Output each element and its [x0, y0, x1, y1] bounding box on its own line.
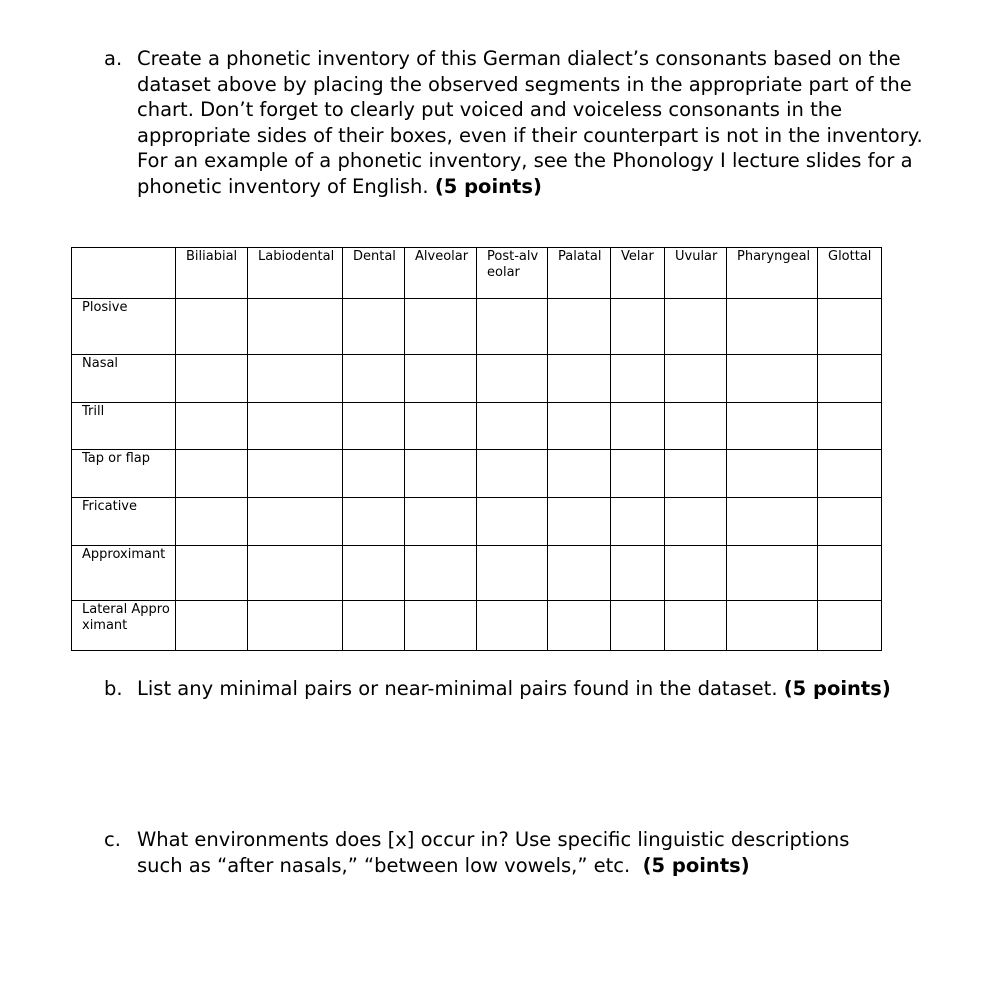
chart-cell[interactable]	[818, 601, 882, 651]
chart-cell[interactable]	[548, 546, 611, 601]
chart-cell[interactable]	[665, 601, 727, 651]
chart-cell[interactable]	[727, 299, 818, 355]
chart-cell[interactable]	[665, 299, 727, 355]
chart-cell[interactable]	[248, 355, 343, 403]
chart-row-lateral-approximant	[72, 601, 882, 651]
chart-cell[interactable]	[248, 546, 343, 601]
chart-cell[interactable]	[405, 546, 477, 601]
chart-cell[interactable]	[176, 450, 248, 498]
chart-cell[interactable]	[405, 299, 477, 355]
question-b-text	[137, 676, 904, 702]
chart-cell[interactable]	[176, 299, 248, 355]
question-c-letter: c.	[104, 828, 121, 851]
chart-cell[interactable]	[176, 355, 248, 403]
chart-cell[interactable]	[343, 450, 405, 498]
question-c-body: What environments does [x] occur in? Use specific linguistic descriptions such as “after nasals,” “between low vowels,” etc.	[137, 828, 850, 877]
question-a	[104, 46, 924, 199]
chart-cell[interactable]	[548, 450, 611, 498]
chart-cell[interactable]	[477, 403, 548, 450]
chart-header-row	[72, 248, 882, 299]
chart-cell[interactable]	[818, 355, 882, 403]
chart-cell[interactable]	[343, 403, 405, 450]
chart-row-approximant	[72, 546, 882, 601]
chart-row-plosive	[72, 299, 882, 355]
consonant-chart	[71, 247, 882, 651]
chart-cell[interactable]	[818, 546, 882, 601]
chart-cell[interactable]	[248, 403, 343, 450]
chart-cell[interactable]	[343, 601, 405, 651]
row-header-lateral-approximant: Lateral Approximant	[72, 601, 176, 651]
col-header-dental: Dental	[343, 248, 405, 299]
col-header-bilabial: Biliabial	[176, 248, 248, 299]
chart-cell[interactable]	[611, 601, 665, 651]
chart-cell[interactable]	[248, 601, 343, 651]
chart-cell[interactable]	[343, 355, 405, 403]
chart-row-trill	[72, 403, 882, 450]
question-a-text	[137, 46, 924, 199]
col-header-labiodental: Labiodental	[248, 248, 343, 299]
question-b-letter: b.	[104, 677, 123, 700]
chart-cell[interactable]	[727, 355, 818, 403]
col-header-pharyngeal: Pharyngeal	[727, 248, 818, 299]
chart-cell[interactable]	[405, 498, 477, 546]
question-a-letter: a.	[104, 47, 123, 70]
chart-cell[interactable]	[665, 546, 727, 601]
question-b-body: List any minimal pairs or near-minimal pairs found in the dataset.	[137, 677, 778, 700]
chart-cell[interactable]	[548, 498, 611, 546]
chart-cell[interactable]	[343, 299, 405, 355]
col-header-alveolar: Alveolar	[405, 248, 477, 299]
col-header-velar: Velar	[611, 248, 665, 299]
chart-cell[interactable]	[548, 601, 611, 651]
chart-cell[interactable]	[727, 450, 818, 498]
chart-cell[interactable]	[405, 450, 477, 498]
chart-cell[interactable]	[477, 546, 548, 601]
chart-cell[interactable]	[818, 299, 882, 355]
row-header-nasal: Nasal	[72, 355, 176, 403]
chart-cell[interactable]	[611, 450, 665, 498]
col-header-palatal: Palatal	[548, 248, 611, 299]
question-c-points: (5 points)	[642, 853, 750, 877]
question-a-points: (5 points)	[434, 174, 542, 198]
chart-cell[interactable]	[611, 403, 665, 450]
chart-cell[interactable]	[343, 498, 405, 546]
chart-cell[interactable]	[477, 601, 548, 651]
chart-cell[interactable]	[477, 299, 548, 355]
chart-row-nasal	[72, 355, 882, 403]
col-header-post-alveolar: Post-alveolar	[477, 248, 548, 299]
chart-corner-cell	[72, 248, 176, 299]
chart-cell[interactable]	[343, 546, 405, 601]
chart-cell[interactable]	[548, 299, 611, 355]
chart-cell[interactable]	[818, 450, 882, 498]
chart-cell[interactable]	[665, 355, 727, 403]
question-b-points: (5 points)	[783, 677, 891, 700]
chart-cell[interactable]	[611, 299, 665, 355]
chart-cell[interactable]	[477, 355, 548, 403]
chart-cell[interactable]	[611, 498, 665, 546]
chart-cell[interactable]	[665, 450, 727, 498]
chart-cell[interactable]	[176, 498, 248, 546]
chart-cell[interactable]	[176, 601, 248, 651]
row-header-approximant: Approximant	[72, 546, 176, 601]
chart-cell[interactable]	[477, 498, 548, 546]
chart-cell[interactable]	[818, 498, 882, 546]
col-header-uvular: Uvular	[665, 248, 727, 299]
chart-cell[interactable]	[665, 403, 727, 450]
question-c-text	[137, 827, 894, 878]
chart-cell[interactable]	[611, 355, 665, 403]
chart-cell[interactable]	[727, 403, 818, 450]
chart-cell[interactable]	[405, 403, 477, 450]
row-header-fricative: Fricative	[72, 498, 176, 546]
chart-cell[interactable]	[248, 450, 343, 498]
chart-cell[interactable]	[727, 546, 818, 601]
chart-row-fricative	[72, 498, 882, 546]
row-header-trill: Trill	[72, 403, 176, 450]
chart-cell[interactable]	[665, 498, 727, 546]
chart-cell[interactable]	[477, 450, 548, 498]
chart-cell[interactable]	[176, 546, 248, 601]
chart-cell[interactable]	[548, 403, 611, 450]
row-header-tap-or-flap: Tap or flap	[72, 450, 176, 498]
chart-cell[interactable]	[248, 299, 343, 355]
chart-row-tap-or-flap	[72, 450, 882, 498]
chart-cell[interactable]	[611, 546, 665, 601]
chart-cell[interactable]	[548, 355, 611, 403]
chart-cell[interactable]	[727, 601, 818, 651]
col-header-glottal: Glottal	[818, 248, 882, 299]
chart-cell[interactable]	[818, 403, 882, 450]
chart-cell[interactable]	[176, 403, 248, 450]
question-b	[104, 676, 904, 702]
chart-cell[interactable]	[405, 355, 477, 403]
chart-cell[interactable]	[727, 498, 818, 546]
chart-cell[interactable]	[248, 498, 343, 546]
question-a-body: Create a phonetic inventory of this German dialect’s consonants based on the dataset above by placing the observed segments in the appropriate part of the chart. Don’t forget to clearly put voiced and voiceless consonants in the appropriate sides of their boxes, even if their counterpart is not in the inventory. For an example of a phonetic inventory, see the Phonology I lecture slides for a phonetic inventory of English.	[137, 47, 923, 198]
row-header-plosive: Plosive	[72, 299, 176, 355]
question-c	[104, 827, 894, 878]
chart-cell[interactable]	[405, 601, 477, 651]
